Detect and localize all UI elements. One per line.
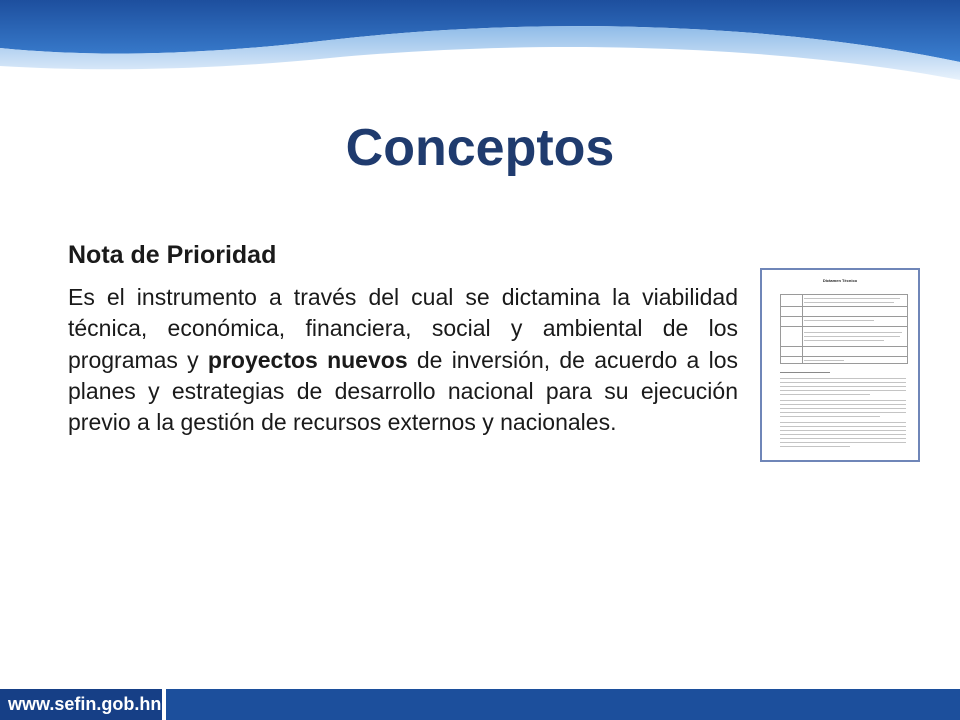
text-line xyxy=(780,442,906,443)
text-line xyxy=(780,408,906,409)
text-line xyxy=(780,438,906,439)
document-thumbnail xyxy=(760,268,920,462)
document-title: Dictamen Técnico xyxy=(822,278,858,283)
body-text-bold: proyectos nuevos xyxy=(207,346,408,373)
table-rule xyxy=(780,316,908,317)
footer-url[interactable]: www.sefin.gob.hn xyxy=(8,694,162,714)
text-line xyxy=(804,320,874,321)
text-line xyxy=(804,298,900,299)
slide-subtitle: Nota de Prioridad xyxy=(68,241,277,269)
text-line xyxy=(780,378,906,379)
text-line xyxy=(780,386,906,387)
text-line xyxy=(780,390,906,391)
table-rule xyxy=(780,346,908,347)
footer-bar xyxy=(0,689,960,720)
text-line xyxy=(780,412,906,413)
slide-title: Conceptos xyxy=(345,119,615,177)
text-line xyxy=(780,404,906,405)
text-line xyxy=(804,340,884,341)
text-line xyxy=(804,360,844,361)
document-table xyxy=(780,294,908,364)
table-rule xyxy=(780,326,908,327)
body-text-end: de inversión, de acuerdo a los planes y estrategias de desarrollo nacional para su ejecución previo a la gestión de recursos externos y nacionales. xyxy=(68,346,738,436)
table-rule xyxy=(780,356,908,357)
text-line xyxy=(780,382,906,383)
table-column-rule xyxy=(802,294,803,364)
text-line xyxy=(804,332,902,333)
footer-divider xyxy=(162,689,166,720)
text-line xyxy=(780,434,906,435)
table-rule xyxy=(780,306,908,307)
text-line xyxy=(780,416,880,417)
text-line xyxy=(780,422,906,423)
body-text-start: Es el instrumento a través del cual se dictamina la viabilidad técnica, económica, financiera, social y ambiental de los programas y xyxy=(68,284,738,373)
body-paragraph xyxy=(68,282,738,438)
header-wave-band xyxy=(0,0,960,100)
text-line xyxy=(780,394,870,395)
text-line xyxy=(780,446,850,447)
text-line xyxy=(780,372,830,373)
text-line xyxy=(780,430,906,431)
text-line xyxy=(780,426,906,427)
document-page xyxy=(770,276,910,454)
text-line xyxy=(780,400,906,401)
footer-url-tab xyxy=(0,689,162,720)
text-line xyxy=(804,302,894,303)
text-line xyxy=(804,336,900,337)
